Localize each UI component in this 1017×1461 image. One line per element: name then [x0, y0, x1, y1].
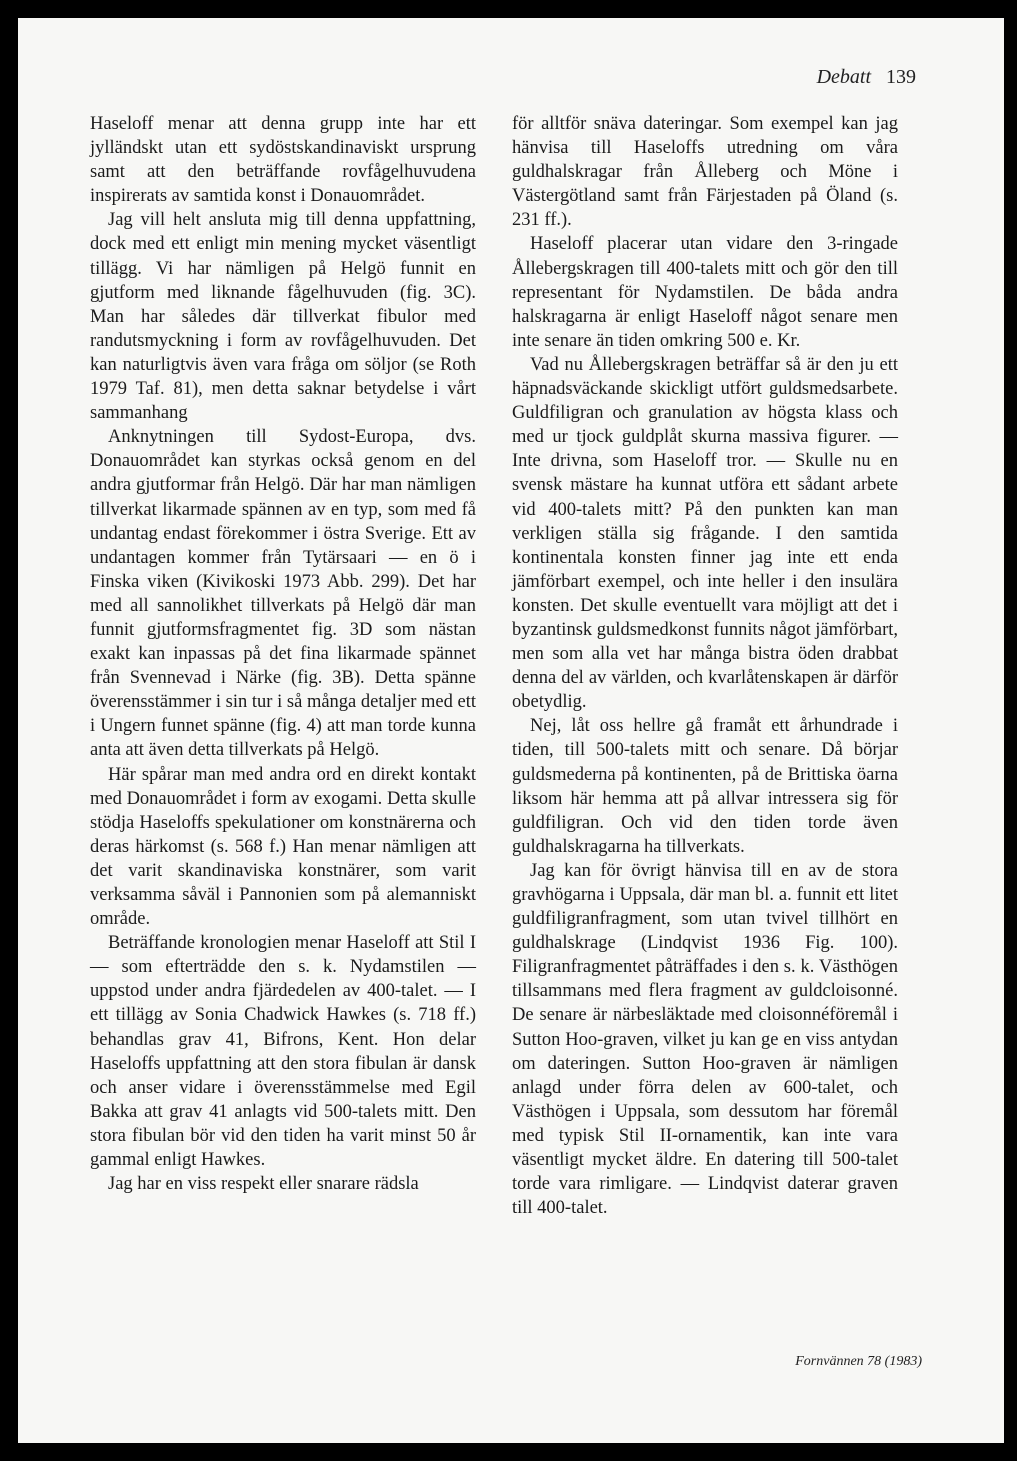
running-head — [817, 66, 916, 89]
paragraph: Vad nu Ållebergskragen beträffar så är den ju ett häpnadsväckande skickligt utfört guldsmedsarbete. Guldfiligran och granulation av högsta klass och med ur tjock guldplåt skurna massiva figurer. — Inte drivna, som Haseloff tror. — Skulle nu en svensk mästare ha kunnat utföra ett sådant arbete vid 400-talets mitt? På den punkten kan man verkligen ställa sig frågande. I den samtida kontinentala konsten finner jag inte ett enda jämförbart exempel, och inte heller i den insulära konsten. Det skulle eventuellt vara möjligt att det i byzantinsk guldsmedkonst funnits något jämförbart, men som alla vet har många bistra öden drabbat denna del av världen, och kvarlåtenskapen är därför obetydlig. — [512, 354, 898, 713]
paragraph: Nej, låt oss hellre gå framåt ett århundrade i tiden, till 500-talets mitt och senare. Då börjar guldsmederna på kontinenten, på de Brittiska öarna liksom här hemma att på allvar intressera sig för guldfiligran. Och vid den tiden torde även guldhalskragarna ha tillverkats. — [512, 716, 898, 857]
page — [18, 18, 1004, 1443]
section-title: Debatt — [816, 66, 871, 88]
right-column — [512, 112, 898, 1220]
paragraph: Anknytningen till Sydost-Europa, dvs. Donauområdet kan styrkas också genom en del andra gjutformar från Helgö. Där har man nämligen tillverkat likarmade spännen av en typ, som med få undantag endast förekommer i östra Sverige. Ett av undantagen kommer från Tytärsaari — en ö i Finska viken (Kivikoski 1973 Abb. 299). Det har med all sannolikhet tillverkats på Helgö där man funnit gjutformsfragmentet fig. 3D som nästan exakt kan inpassas på det fina likarmade spännet från Svennevad i Närke (fig. 3B). Detta spänne överensstämmer i sin tur i så många detaljer med ett i Ungern funnet spänne (fig. 4) att man torde kunna anta att även detta tillverkats på Helgö. — [90, 427, 476, 761]
paragraph: Beträffande kronologien menar Haseloff att Stil I — som efterträdde den s. k. Nydamstilen — uppstod under andra fjärdedelen av 400-talet. — I ett tillägg av Sonia Chadwick Hawkes (s. 718 ff.) behandlas grav 41, Bifrons, Kent. Hon delar Haseloffs uppfattning att den stora fibulan är dansk och anser vidare i överensstämmelse med Egil Bakka att grav 41 anlagts vid 500-talets mitt. Den stora fibulan bör vid den tiden ha varit minst 50 år gammal enligt Hawkes. — [90, 933, 476, 1171]
journal-footer: Fornvännen 78 (1983) — [795, 1354, 922, 1369]
paragraph: för alltför snäva dateringar. Som exempel kan jag hänvisa till Haseloffs utredning om våra guldhalskragar från Ålleberg och Möne i Västergötland samt från Färjestaden på Öland (s. 231 ff.). — [512, 114, 898, 231]
paragraph: Haseloff placerar utan vidare den 3-ringade Ållebergskragen till 400-talets mitt och gör den till representant för Nydamstilen. De båda andra halskragarna är enligt Haseloff något senare men inte senare än tiden omkring 500 e. Kr. — [512, 234, 898, 351]
page-number: 139 — [886, 66, 916, 88]
paragraph: Jag kan för övrigt hänvisa till en av de stora gravhögarna i Uppsala, där man bl. a. funnit ett litet guldfiligranfragment, som utan tvivel tillhört en guldhalskrage (Lindqvist 1936 Fig. 100). Filigranfragmentet påträffades i den s. k. Västhögen tillsammans med flera fragment av guldcloisonné. De senare är närbesläktade med cloisonnéföremål i Sutton Hoo-graven, vilket ju kan ge en viss antydan om dateringen. Sutton Hoo-graven är nämligen anlagd under förra delen av 600-talet, och Västhögen i Uppsala, som dessutom har föremål med typisk Stil II-ornamentik, kan inte vara väsentligt mycket äldre. En datering till 500-talet torde vara rimligare. — Lindqvist daterar graven till 400-talet. — [512, 860, 898, 1219]
left-column — [90, 112, 476, 1196]
paragraph: Jag vill helt ansluta mig till denna uppfattning, dock med ett enligt min mening mycket väsentligt tillägg. Vi har nämligen på Helgö funnit en gjutform med liknande fågelhuvuden (fig. 3C). Man har således där tillverkat fibulor med randutsmyckning i form av rovfågelhuvuden. Det kan naturligtvis även vara fråga om söljor (se Roth 1979 Taf. 81), men detta saknar betydelse i vårt sammanhang — [90, 210, 476, 424]
paragraph: Här spårar man med andra ord en direkt kontakt med Donauområdet i form av exogami. Detta skulle stödja Haseloffs spekulationer om konstnärerna och deras härkomst (s. 568 f.) Han menar nämligen att det varit skandinaviska konstnärer, som varit verksamma såväl i Pannonien som på alemanniskt område. — [90, 764, 476, 930]
paragraph: Jag har en viss respekt eller snarare rädsla — [108, 1174, 419, 1195]
paragraph: Haseloff menar att denna grupp inte har ett jylländskt utan ett sydöstskandinaviskt ursprung samt att den beträffande rovfågelhuvudena inspirerats av samtida konst i Donauområdet. — [90, 114, 476, 207]
